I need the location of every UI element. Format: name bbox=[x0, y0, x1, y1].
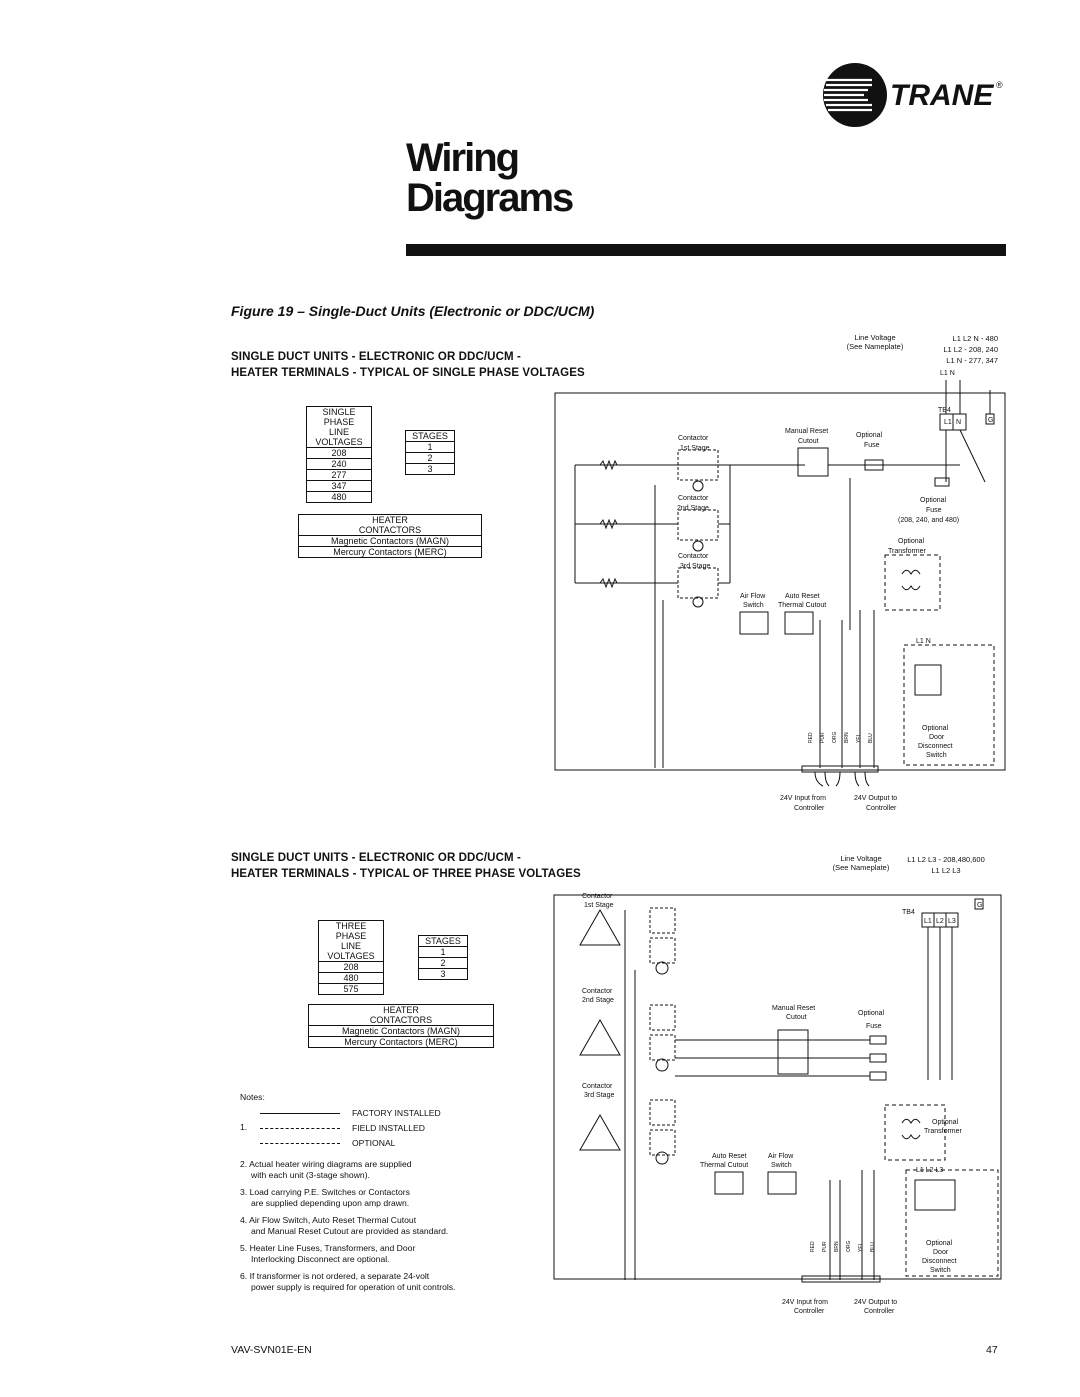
s1-c1b: 1st Stage bbox=[680, 445, 710, 452]
s1-lv-sub: (See Nameplate) bbox=[846, 342, 904, 351]
s2-ct-h2: CONTACTORS bbox=[369, 1015, 433, 1025]
s1-wire-brn: BRN bbox=[844, 732, 850, 743]
s1-control-box bbox=[555, 393, 1005, 770]
s1-heading2: HEATER TERMINALS - TYPICAL OF SINGLE PHASE VOLTAGES bbox=[231, 367, 585, 379]
page-number: 47 bbox=[986, 1344, 998, 1356]
s2-vt-h2: PHASE bbox=[335, 931, 367, 941]
s2-wire-red: RED bbox=[810, 1241, 816, 1252]
title-rule bbox=[406, 244, 1006, 256]
s1-vt-h3: LINE bbox=[328, 427, 349, 437]
notes bbox=[240, 1092, 520, 1299]
s2-st-header: STAGES bbox=[419, 936, 467, 947]
figure-caption: Figure 19 – Single-Duct Units (Electronic or DDC/UCM) bbox=[231, 303, 595, 319]
s1-st-row: 3 bbox=[427, 464, 433, 474]
s1-ct-row: Mercury Contactors (MERC) bbox=[333, 547, 447, 557]
s2-ct-h1: HEATER bbox=[383, 1005, 419, 1015]
s2-st-row: 1 bbox=[419, 947, 467, 958]
s2-vt-row: 480 bbox=[319, 973, 383, 984]
s2-heading2: HEATER TERMINALS - TYPICAL OF THREE PHASE VOLTAGES bbox=[231, 868, 581, 880]
s1-vt-row: 240 bbox=[307, 459, 371, 470]
s2-stages-table bbox=[418, 935, 468, 980]
s1-odds-c: Disconnect bbox=[918, 743, 953, 750]
s1-wiring-diagram bbox=[540, 360, 1020, 820]
s2-lv-v1: L1 L2 L3 - 208,480,600 bbox=[907, 855, 985, 864]
s2-c3a: Contactor bbox=[582, 1083, 613, 1090]
s1-vt-row: 480 bbox=[331, 492, 347, 502]
s1-vt-row: 347 bbox=[307, 481, 371, 492]
s2-wire-org: ORG bbox=[846, 1240, 852, 1252]
s2-c3b: 3rd Stage bbox=[584, 1092, 615, 1099]
s2-lv-terms: L1 L2 L3 bbox=[931, 866, 961, 875]
s2-vt-row: 575 bbox=[343, 984, 359, 994]
s2-in24-a: 24V Input from bbox=[782, 1299, 828, 1306]
s2-control-box bbox=[554, 895, 1001, 1279]
s2-lv-label: Line Voltage bbox=[840, 854, 882, 863]
s1-tb4-l1: L1 bbox=[944, 419, 952, 426]
s2-c2a: Contactor bbox=[582, 988, 613, 995]
s2-contactor-table bbox=[308, 1004, 494, 1048]
s1-out24-a: 24V Output to bbox=[854, 795, 898, 802]
registered-mark: ® bbox=[996, 80, 1003, 90]
s1-ofuse1-a: Optional bbox=[856, 432, 883, 439]
s2-voltage-table bbox=[318, 920, 384, 995]
s2-in24-b: Controller bbox=[794, 1308, 825, 1315]
s1-vt-h2: PHASE bbox=[323, 417, 355, 427]
s1-artc-a: Auto Reset bbox=[785, 593, 820, 600]
s2-wire-brn: BRN bbox=[834, 1241, 840, 1252]
brand-name: TRANE bbox=[890, 79, 994, 112]
s1-tb4-n: N bbox=[956, 419, 962, 426]
trane-logo bbox=[820, 60, 1020, 130]
s1-st-row: 1 bbox=[406, 442, 454, 453]
doc-code: VAV-SVN01E-EN bbox=[231, 1344, 312, 1356]
note-item: 4. Air Flow Switch, Auto Reset Thermal Cutout and Manual Reset Cutout are provided as standard. bbox=[240, 1215, 449, 1236]
s1-ofuse2-c: (208, 240, and 480) bbox=[898, 517, 960, 524]
s1-voltage-table bbox=[306, 406, 372, 503]
s2-heading1: SINGLE DUCT UNITS - ELECTRONIC OR DDC/UCM - bbox=[231, 852, 521, 864]
s1-c2a: Contactor bbox=[678, 495, 709, 502]
s1-c3b: 3rd Stage bbox=[680, 563, 711, 570]
s1-lv-v2: L1 L2 - 208, 240 bbox=[943, 345, 998, 354]
s1-otrans-b: Transformer bbox=[888, 548, 926, 555]
s1-lv-v3: L1 N - 277, 347 bbox=[946, 356, 998, 365]
s1-ofuse2-b: Fuse bbox=[926, 507, 942, 514]
s2-vt-h3: LINE bbox=[340, 941, 361, 951]
s1-artc-b: Thermal Cutout bbox=[778, 602, 827, 609]
s2-odds-c: Disconnect bbox=[922, 1258, 957, 1265]
s2-ofuse-b: Fuse bbox=[866, 1023, 882, 1030]
s1-lv-label: Line Voltage bbox=[854, 333, 896, 342]
legend-field: FIELD INSTALLED bbox=[352, 1123, 425, 1133]
s1-heading1: SINGLE DUCT UNITS - ELECTRONIC OR DDC/UCM - bbox=[231, 351, 521, 363]
page-title-line2: Diagrams bbox=[406, 176, 573, 220]
s2-wire-blu: BLU bbox=[870, 1242, 876, 1252]
s2-ct-row: Mercury Contactors (MERC) bbox=[344, 1037, 458, 1047]
s2-artc-b: Thermal Cutout bbox=[700, 1162, 749, 1169]
s1-ct-h2: CONTACTORS bbox=[358, 525, 422, 535]
s2-ct-row: Magnetic Contactors (MAGN) bbox=[309, 1026, 493, 1037]
s1-mrc-b: Cutout bbox=[798, 438, 819, 445]
s2-tb4-l3: L3 bbox=[948, 918, 956, 925]
s2-otrans-b: Transformer bbox=[924, 1128, 962, 1135]
s2-wire-yel: YEL bbox=[858, 1242, 864, 1252]
s2-wiring-diagram bbox=[540, 880, 1020, 1320]
s1-wire-pur: PUR bbox=[820, 732, 826, 743]
s1-in24-a: 24V Input from bbox=[780, 795, 826, 802]
s1-in24-b: Controller bbox=[794, 805, 825, 812]
note-item: 6. If transformer is not ordered, a separate 24-volt power supply is required for operation of unit controls. bbox=[240, 1271, 456, 1292]
s1-ofuse2-a: Optional bbox=[920, 497, 947, 504]
s2-odds-d: Switch bbox=[930, 1267, 951, 1274]
s2-tb4: TB4 bbox=[902, 909, 915, 916]
s1-st-header: STAGES bbox=[406, 431, 454, 442]
s2-st-row: 3 bbox=[440, 969, 446, 979]
s2-wire-pur: PUR bbox=[822, 1241, 828, 1252]
s1-st-row: 2 bbox=[406, 453, 454, 464]
s1-c1a: Contactor bbox=[678, 435, 709, 442]
s2-ofuse-a: Optional bbox=[858, 1010, 885, 1017]
s1-out24-b: Controller bbox=[866, 805, 897, 812]
s1-vt-h4: VOLTAGES bbox=[315, 437, 363, 447]
s2-l123: L1 L2 L3 bbox=[916, 1167, 944, 1174]
s2-out24-a: 24V Output to bbox=[854, 1299, 898, 1306]
s2-c2b: 2nd Stage bbox=[582, 997, 614, 1004]
s1-ct-h1: HEATER bbox=[372, 515, 408, 525]
s2-vt-h1: THREE bbox=[335, 921, 367, 931]
s2-afs-b: Switch bbox=[771, 1162, 792, 1169]
note-item: 2. Actual heater wiring diagrams are supplied with each unit (3-stage shown). bbox=[240, 1159, 412, 1180]
s2-lv-sub: (See Nameplate) bbox=[832, 863, 890, 872]
s1-vt-row: 277 bbox=[307, 470, 371, 481]
s1-vt-h1: SINGLE bbox=[322, 407, 356, 417]
s1-lv-v1: L1 L2 N - 480 bbox=[952, 334, 998, 343]
s1-line-voltage-label bbox=[838, 333, 912, 351]
s1-tb4: TB4 bbox=[938, 407, 951, 414]
notes-title: Notes: bbox=[240, 1092, 265, 1102]
legend-factory: FACTORY INSTALLED bbox=[352, 1108, 441, 1118]
s2-line-voltage-label bbox=[825, 854, 897, 872]
legend-num: 1. bbox=[240, 1122, 248, 1132]
s1-afs-b: Switch bbox=[743, 602, 764, 609]
page-title bbox=[406, 138, 572, 218]
s2-mrc-a: Manual Reset bbox=[772, 1005, 816, 1012]
legend-optional: OPTIONAL bbox=[352, 1138, 396, 1148]
s1-odds-a: Optional bbox=[922, 725, 949, 732]
s2-vt-h4: VOLTAGES bbox=[327, 951, 375, 961]
s1-odds-d: Switch bbox=[926, 752, 947, 759]
s2-st-row: 2 bbox=[419, 958, 467, 969]
s1-contactor-table bbox=[298, 514, 482, 558]
s2-odds-a: Optional bbox=[926, 1240, 953, 1247]
page-title-line1: Wiring bbox=[406, 136, 519, 180]
s1-c3a: Contactor bbox=[678, 553, 709, 560]
s2-c1a: Contactor bbox=[582, 893, 613, 900]
s2-tb4-l1: L1 bbox=[924, 918, 932, 925]
s1-stages-table bbox=[405, 430, 455, 475]
s1-otrans-a: Optional bbox=[898, 538, 925, 545]
note-item: 3. Load carrying P.E. Switches or Contactors are supplied depending upon amp drawn. bbox=[240, 1187, 410, 1208]
s2-out24-b: Controller bbox=[864, 1308, 895, 1315]
s2-vt-row: 208 bbox=[319, 962, 383, 973]
s2-line-voltage-values bbox=[896, 854, 996, 876]
s1-terms: L1 N bbox=[940, 370, 955, 377]
s2-tb4-g: G bbox=[977, 902, 983, 909]
s1-tb4-g: G bbox=[988, 417, 994, 424]
note-item: 5. Heater Line Fuses, Transformers, and Door Interlocking Disconnect are optional. bbox=[240, 1243, 416, 1264]
notes-legend bbox=[240, 1107, 520, 1157]
s2-odds-b: Door bbox=[933, 1249, 949, 1256]
s2-otrans-a: Optional bbox=[932, 1119, 959, 1126]
s1-ct-row: Magnetic Contactors (MAGN) bbox=[299, 536, 481, 547]
s1-wire-red: RED bbox=[808, 732, 814, 743]
s2-artc-a: Auto Reset bbox=[712, 1153, 747, 1160]
s1-wire-yel: YEL bbox=[856, 733, 862, 743]
s1-ofuse1-b: Fuse bbox=[864, 442, 880, 449]
s1-wire-org: ORG bbox=[832, 731, 838, 743]
s1-afs-a: Air Flow bbox=[740, 593, 766, 600]
s2-afs-a: Air Flow bbox=[768, 1153, 794, 1160]
s2-tb4-l2: L2 bbox=[936, 918, 944, 925]
s1-c2b: 2nd Stage bbox=[677, 505, 709, 512]
s1-mrc-a: Manual Reset bbox=[785, 428, 829, 435]
s1-l1n: L1 N bbox=[916, 638, 931, 645]
s2-mrc-b: Cutout bbox=[786, 1014, 807, 1021]
s1-odds-b: Door bbox=[929, 734, 945, 741]
s2-c1b: 1st Stage bbox=[584, 902, 614, 909]
s1-vt-row: 208 bbox=[307, 448, 371, 459]
s1-wire-blu: BLU bbox=[868, 733, 874, 743]
